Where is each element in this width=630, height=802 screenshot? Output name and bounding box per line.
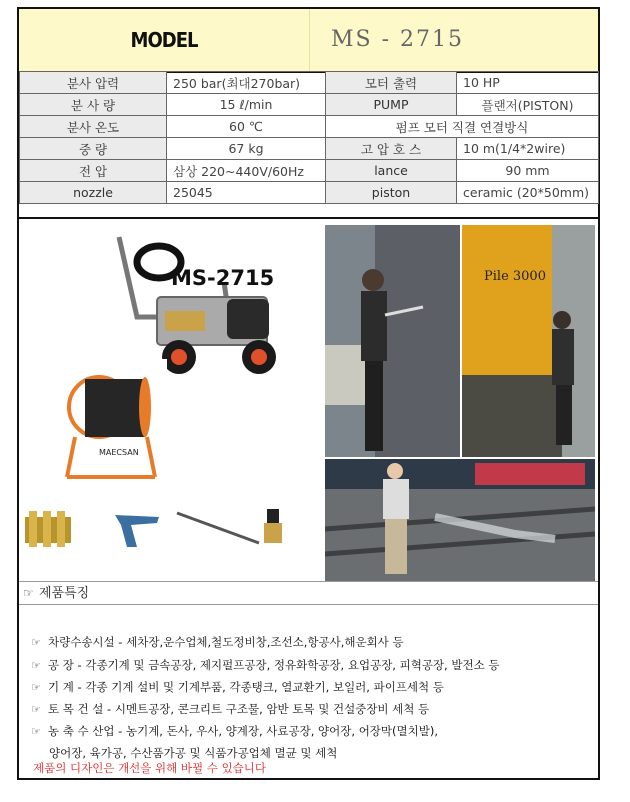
spec-value: 15 ℓ/min (167, 94, 326, 116)
spec-value: 67 kg (167, 138, 326, 160)
spec-value: 60 ℃ (167, 116, 326, 138)
spec-key: 분사 온도 (20, 116, 167, 138)
worker-photo-3 (325, 459, 595, 581)
billboard-text: Pile 3000 (484, 269, 546, 284)
spec-key: lance (326, 160, 457, 182)
feature-item: ☞ 농 축 수 산업 - 농기계, 돈사, 우사, 양계장, 사료공장, 양어장, 어장막(멸치발), (31, 724, 438, 738)
spec-key: 분 사 량 (20, 94, 167, 116)
machine-photo (79, 227, 299, 377)
spec-table (19, 71, 599, 204)
spec-key: 고 압 호 스 (326, 138, 457, 160)
model-value: MS - 2715 (331, 27, 465, 52)
spec-row (20, 138, 599, 160)
spec-row (20, 160, 599, 182)
spec-value: 삼상 220~440V/60Hz (167, 160, 326, 182)
model-header (19, 9, 598, 73)
feature-continuation: 양어장, 육가공, 수산품가공 및 식품가공업체 멸균 및 세척 (49, 746, 338, 760)
spec-row (20, 182, 599, 204)
hose-reel-photo (47, 359, 167, 484)
spec-key: 전 압 (20, 160, 167, 182)
machine-label: MS-2715 (171, 266, 275, 290)
spec-value: 10 m(1/4*2wire) (457, 138, 599, 160)
pointing-hand-icon: ☞ (31, 703, 41, 716)
spec-row (20, 94, 599, 116)
pointing-hand-icon: ☞ (31, 681, 41, 694)
spec-key: piston (326, 182, 457, 204)
spec-value: 10 HP (457, 72, 599, 94)
spec-key: 중 량 (20, 138, 167, 160)
pointing-hand-icon: ☞ (31, 659, 41, 672)
pointing-hand-icon: ☞ (31, 725, 41, 738)
spec-key: PUMP (326, 94, 457, 116)
photo-area (19, 217, 598, 587)
spec-key: 모터 출력 (326, 72, 457, 94)
pointing-hand-icon: ☞ (23, 586, 34, 600)
feature-item: ☞ 기 계 - 각종 기계 설비 및 기계부품, 각종탱크, 열교환기, 보일러, 파이프세척 등 (31, 680, 444, 694)
accessories-photo (19, 499, 319, 559)
features-heading: ☞ 제품특징 (19, 581, 598, 605)
spec-key: 펌프 모터 직결 연결방식 (326, 116, 599, 138)
spec-value: ceramic (20*50mm) (457, 182, 599, 204)
spec-row (20, 72, 599, 94)
model-label: MODEL (130, 28, 198, 52)
design-note: 제품의 디자인은 개선을 위해 바뀔 수 있습니다 (33, 761, 267, 775)
worker-photo-1 (325, 225, 460, 457)
spec-value: 25045 (167, 182, 326, 204)
reel-brand: MAECSAN (99, 448, 139, 457)
spec-value: 90 mm (457, 160, 599, 182)
feature-item: ☞ 토 목 건 설 - 시멘트공장, 콘크리트 구조물, 암반 토목 및 건설중장비 세척 등 (31, 702, 430, 716)
spec-value: 플랜저(PISTON) (457, 94, 599, 116)
spec-sheet (17, 7, 600, 780)
spec-value: 250 bar(최대270bar) (167, 72, 326, 94)
spec-row (20, 116, 599, 138)
feature-item: ☞ 공 장 - 각종기계 및 금속공장, 제지펄프공장, 정유화학공장, 요업공장, 피혁공장, 발전소 등 (31, 658, 500, 672)
pointing-hand-icon: ☞ (31, 636, 41, 649)
spec-key: 분사 압력 (20, 72, 167, 94)
spec-key: nozzle (20, 182, 167, 204)
feature-item: ☞ 차량수송시설 - 세차장,운수업체,철도정비창,조선소,항공사,해운회사 등 (31, 635, 404, 649)
worker-photo-2 (462, 225, 595, 457)
